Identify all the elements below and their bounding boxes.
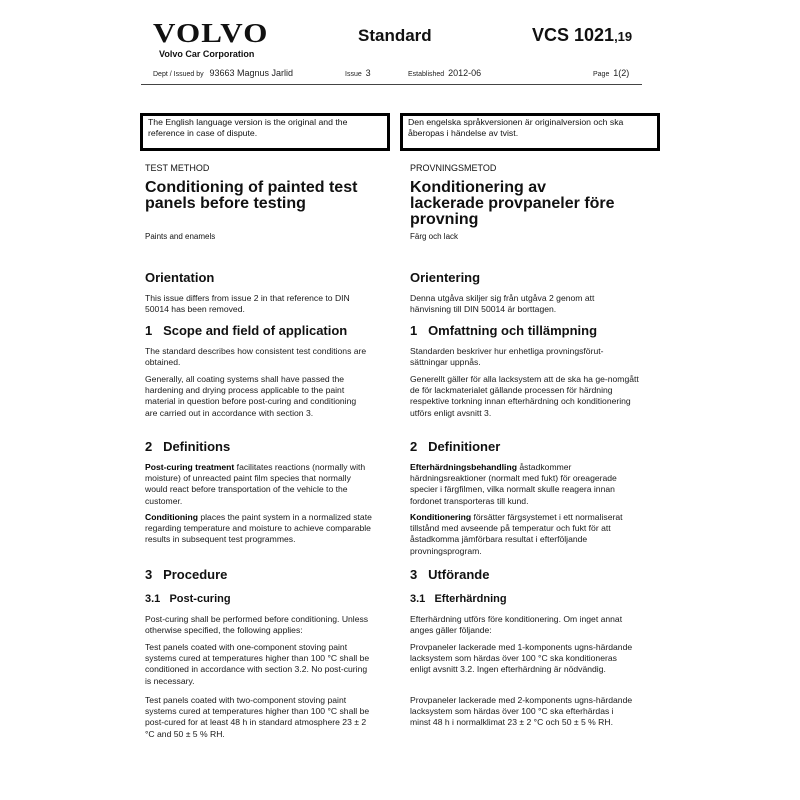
page-field <box>593 68 629 78</box>
document-number-suffix: ,19 <box>614 29 633 44</box>
sv-subtitle: Färg och lack <box>410 232 459 241</box>
sv-section-2-heading: 2 Definitioner <box>410 439 501 454</box>
sv-section-3-1-p1: Efterhärdning utförs före konditionering. Om inget annat anges gäller följande: <box>410 614 623 636</box>
en-section-2-heading: 2 Definitions <box>145 439 231 454</box>
en-term-conditioning: Conditioning <box>145 512 198 522</box>
en-subtitle: Paints and enamels <box>145 232 216 241</box>
dept-field <box>153 68 293 78</box>
en-orientation-text: This issue differs from issue 2 in that reference to DIN 50014 has been removed. <box>145 293 350 315</box>
issue-field <box>345 68 371 78</box>
issue-value: 3 <box>365 68 371 78</box>
volvo-logo: VOLVO <box>153 18 269 48</box>
sv-section-3-heading: 3 Utförande <box>410 567 490 582</box>
en-section-1-heading: 1 Scope and field of application <box>145 323 348 338</box>
document-number-main: VCS 1021 <box>532 25 615 45</box>
en-definition-post-curing <box>145 462 375 507</box>
sv-term-konditionering: Konditionering <box>410 512 472 522</box>
sv-term-efterhardning: Efterhärdningsbehandling <box>410 462 517 472</box>
en-section-3-1-heading: 3.1 Post-curing <box>145 593 231 605</box>
dept-value: 93663 Magnus Jarlid <box>209 68 293 78</box>
en-section-3-1-p3: Test panels coated with two-component stoving paint systems cured at temperatures higher than 100 °C shall be post-cured for at least 48 h in standard atmosphere 23 ± 2 °C and 50 ± 5 % RH. <box>145 695 370 739</box>
document-type: Standard <box>358 26 432 45</box>
page-label: Page <box>593 71 610 78</box>
sv-title: Konditionering av lackerade provpaneler före provning <box>410 179 615 228</box>
sv-definition-konditionering <box>410 512 638 557</box>
sv-orientation-text: Denna utgåva skiljer sig från utgåva 2 genom att hänvisning till DIN 50014 är borttagen. <box>410 293 595 315</box>
en-definition-conditioning <box>145 512 377 546</box>
established-field <box>408 68 481 78</box>
sv-orientation-heading: Orientering <box>410 270 481 285</box>
en-section-1-p1: The standard describes how consistent test conditions are obtained. <box>145 346 367 368</box>
sv-definition-efterhardning <box>410 462 642 507</box>
en-title: Conditioning of painted test panels before testing <box>145 179 358 212</box>
established-value: 2012-06 <box>448 68 482 78</box>
en-section-3-1-p1: Post-curing shall be performed before conditioning. Unless otherwise specified, the following applies: <box>145 614 369 636</box>
issue-label: Issue <box>345 71 362 78</box>
established-label: Established <box>408 71 445 78</box>
sv-section-1-p1: Standarden beskriver hur enhetliga provningsförut-sättningar uppnås. <box>410 346 604 368</box>
en-term-post-curing: Post-curing treatment <box>145 462 235 472</box>
sv-definition-konditionering-text: försätter färgsystemet i ett normaliserat tillstånd med avseende på temperatur och fukt för att åstadkomma jämförbara resultat i efterföljande provningsprogram. <box>410 512 623 556</box>
notice-box-swedish: Den engelska språkversionen är originalversion och ska åberopas i händelse av tvist. <box>400 113 660 151</box>
header-divider <box>141 84 642 85</box>
dept-label: Dept / Issued by <box>153 71 204 78</box>
en-section-3-1-p2: Test panels coated with one-component stoving paint systems cured at temperatures higher than 100 °C shall be conditioned in accordance with section 3.2. No post-curing is necessary. <box>145 642 370 686</box>
sv-section-3-1-heading: 3.1 Efterhärdning <box>410 593 507 605</box>
en-definition-post-curing-text: facilitates reactions (normally with moisture) of unreacted paint film species that normally would react before transportation of the vehicle to the customer. <box>145 462 366 506</box>
company-name: Volvo Car Corporation <box>159 49 255 59</box>
sv-section-3-1-p2: Provpaneler lackerade med 1-komponents ugns-härdande lacksystem som härdas över 100 °C ska konditioneras enligt avsnitt 3.2. Ingen efterhärdning är nödvändig. <box>410 642 633 675</box>
sv-definition-efterhardning-text: åstadkommer härdningsreaktioner (normalt med fukt) för oreagerade specier i färgfilmen, vilka normalt skulle reagera innan fordonet transporteras till kund. <box>410 462 617 506</box>
sv-section-1-heading: 1 Omfattning och tillämpning <box>410 323 598 338</box>
page-value: 1(2) <box>613 68 630 78</box>
en-kicker: TEST METHOD <box>145 163 210 173</box>
en-section-1-p2: Generally, all coating systems shall have passed the hardening and drying process applicable to the paint material in question before post-curing and conditioning are carried out in accordance with section 3. <box>145 374 357 418</box>
en-definition-conditioning-text: places the paint system in a normalized state regarding temperature and moisture to achieve comparable results in subsequent test programmes. <box>145 512 372 545</box>
sv-section-3-1-p3: Provpaneler lackerade med 2-komponents ugns-härdande lacksystem som härdas över 100 °C ska efterhärdas i minst 48 h i normalklimat 23 ± 2 °C och 50 ± 5 % RH. <box>410 695 633 728</box>
document-number <box>532 25 632 46</box>
en-section-3-heading: 3 Procedure <box>145 567 228 582</box>
sv-section-1-p2: Generellt gäller för alla lacksystem att de ska ha ge-nomgått de för lackmaterialet gällande processen för härdning respektive torkning innan efterhärdning och konditionering utförs enligt avsnitt 3. <box>410 374 639 418</box>
en-orientation-heading: Orientation <box>145 270 215 285</box>
notice-box-english: The English language version is the original and the reference in case of dispute. <box>140 113 390 151</box>
sv-kicker: PROVNINGSMETOD <box>410 163 497 173</box>
